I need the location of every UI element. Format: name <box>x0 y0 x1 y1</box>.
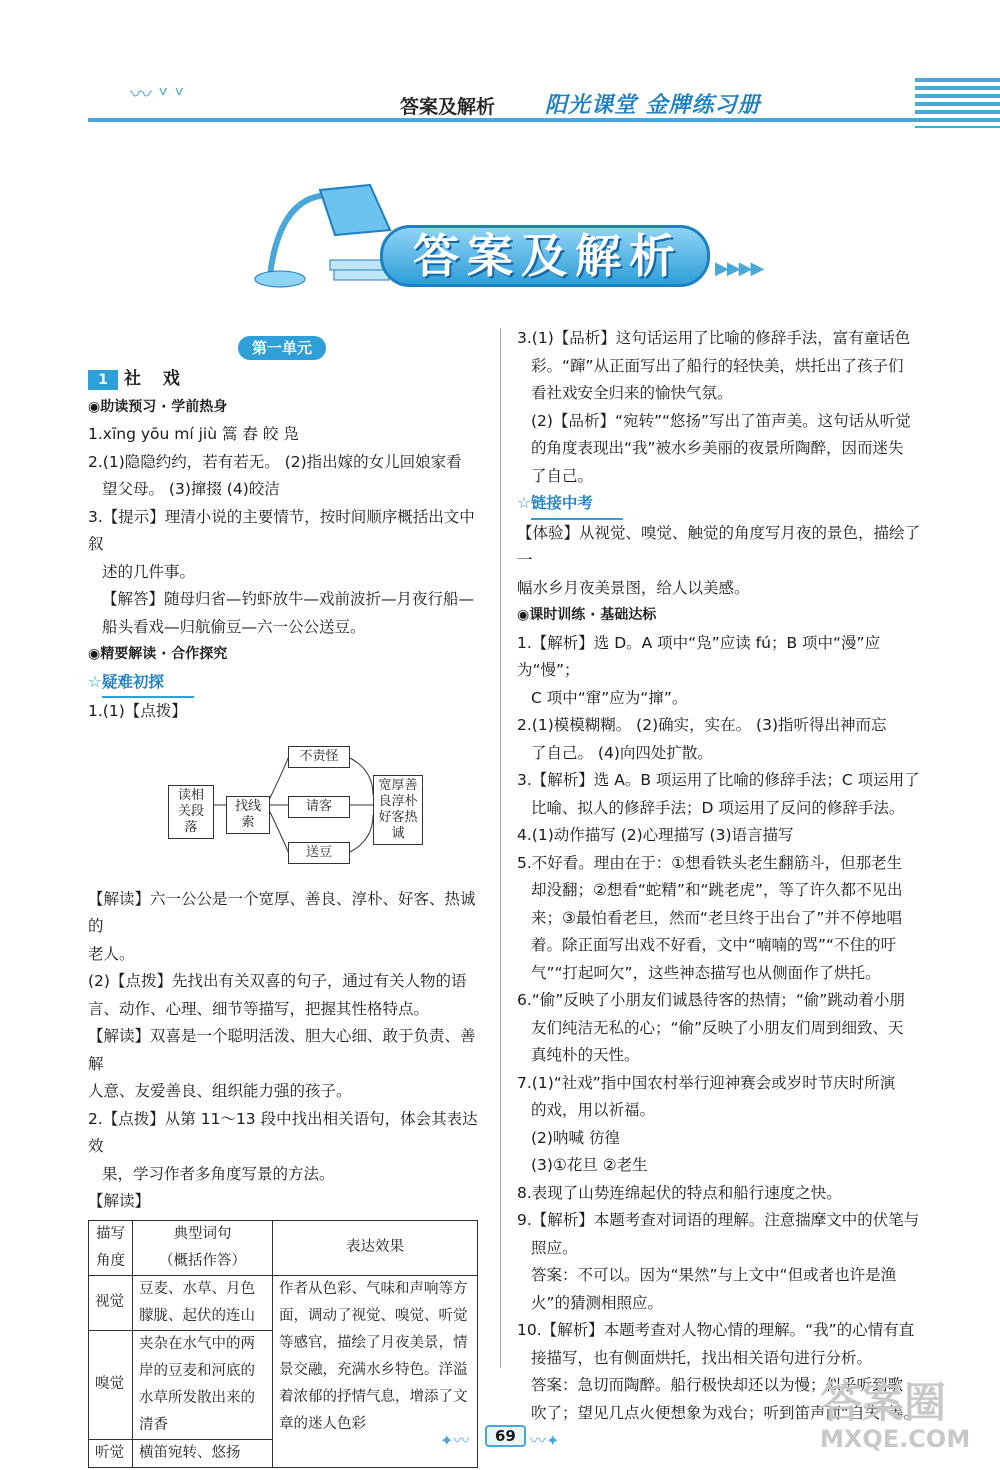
answer-line: 【体验】从视觉、嗅觉、触觉的角度写月夜的景色，描绘了一 <box>517 523 921 569</box>
footer-decoration: 〰✦ <box>530 1431 560 1450</box>
answer-line: 1.xīng yōu mí jiù 篙 舂 皎 凫 <box>88 425 299 443</box>
banner-title: 答案及解析 <box>413 229 683 283</box>
answer-line: (2)【点拨】先找出有关双喜的句子，通过有关人物的语 <box>88 972 467 990</box>
answer-line: 6.“偷”反映了小朋友们诚恳待客的热情；“偷”跳动着小朋 <box>517 991 905 1009</box>
table-header: 描写角度 <box>89 1220 133 1275</box>
answer-line: 1.(1)【点拨】 <box>88 702 187 720</box>
answer-line: 2.【点拨】从第 11～13 段中找出相关语句，体会其表达效 <box>88 1109 478 1155</box>
lesson-title: 社 戏 <box>124 369 188 389</box>
answer-line: 答案：急切而陶醉。船行极快却还以为慢；似乎听到歌 <box>531 1376 904 1394</box>
answer-line: (2)呐喊 彷徨 <box>531 1128 620 1147</box>
answer-line: 真纯朴的天性。 <box>531 1046 640 1064</box>
analysis-table <box>88 1220 478 1468</box>
watermark-url: MXQE.COM <box>820 1425 971 1453</box>
answer-line: 【解答】随母归省—钓虾放牛—戏前波折—月夜行船— <box>102 590 475 608</box>
desk-lamp-icon <box>250 175 400 290</box>
diagram-node: 宽厚善良淳朴好客热诚 <box>373 775 423 845</box>
answer-line: 幅水乡月夜美景图，给人以美感。 <box>517 578 750 597</box>
answer-line: 比喻、拟人的修辞手法；D 项运用了反问的修辞手法。 <box>531 798 905 817</box>
answer-line: 答案：不可以。因为“果然”与上文中“但或者也许是渔 <box>531 1266 897 1284</box>
diagram-node: 不责怪 <box>288 746 350 768</box>
section-heading: ◉精要解读 · 合作探究 <box>88 646 228 662</box>
flow-diagram <box>88 730 488 880</box>
header-title: 答案及解析 <box>400 96 496 118</box>
page-number: 69 <box>485 1425 526 1447</box>
left-column <box>88 335 488 1468</box>
answer-line: 的角度表现出“我”被水乡美丽的夜景所陶醉，因而迷失 <box>531 439 904 457</box>
answer-line: 却没翻；②想看“蛇精”和“跳老虎”，等了许久都不见出 <box>531 881 903 899</box>
header-bird-decoration: 〰 ᵛ ᵛ <box>130 83 185 108</box>
answer-line: 3.【提示】理清小说的主要情节，按时间顺序概括出文中叙 <box>88 507 475 553</box>
section-heading: ◉课时训练 · 基础达标 <box>517 607 657 623</box>
answer-line: 着。除正面写出戏不好看，文中“喃喃的骂”“不住的吁 <box>531 936 897 954</box>
column-divider <box>500 328 501 1368</box>
table-cell: 嗅觉 <box>89 1330 133 1439</box>
answer-line: 彩。“蹿”从正面写出了船行的轻快美，烘托出了孩子们 <box>531 356 904 375</box>
header-rule <box>88 118 918 122</box>
table-cell: 夹杂在水气中的两岸的豆麦和河底的水草所发散出来的清香 <box>133 1330 273 1439</box>
answer-line: 8.表现了山势连绵起伏的特点和船行速度之快。 <box>517 1183 842 1202</box>
diagram-node: 送豆 <box>288 842 350 864</box>
answer-line: 果，学习作者多角度写景的方法。 <box>102 1164 335 1183</box>
table-header: 典型词句 （概括作答） <box>133 1220 273 1275</box>
unit-badge: 第一单元 <box>238 336 326 360</box>
answer-line: (3)①花旦 ②老生 <box>531 1156 648 1174</box>
table-cell: 横笛宛转、悠扬 <box>133 1439 273 1467</box>
answer-line: 5.不好看。理由在于：①想看铁头老生翻筋斗，但那老生 <box>517 853 903 872</box>
answer-line: 照应。 <box>531 1238 578 1257</box>
answer-line: 述的几件事。 <box>102 562 196 581</box>
answer-line: 7.(1)“社戏”指中国农村举行迎神赛会或岁时节庆时所演 <box>517 1073 896 1092</box>
subsection-heading: 疑难初探 <box>102 669 194 699</box>
answer-line: C 项中“窜”应为“撺”。 <box>531 688 688 707</box>
answer-line: 的戏，用以祈福。 <box>531 1101 656 1119</box>
answer-line: 气”“打起呵欠”，这些神态描写也从侧面作了烘托。 <box>531 963 881 982</box>
answer-line: 1.【解析】选 D。A 项中“凫”应读 fú；B 项中“漫”应为“慢”； <box>517 633 881 679</box>
table-cell: 听觉 <box>89 1439 133 1467</box>
lesson-number: 1 <box>88 370 118 390</box>
answer-line: 接描写，也有侧面烘托，找出相关语句进行分析。 <box>531 1348 873 1367</box>
table-cell: 视觉 <box>89 1275 133 1330</box>
header-brand: 阳光课堂 金牌练习册 <box>545 93 761 118</box>
answer-line: 了自己。 <box>531 466 594 485</box>
answer-line: 友们纯洁无私的心；“偷”反映了小朋友们周到细致、天 <box>531 1018 904 1037</box>
answer-line: 2.(1)隐隐约约，若有若无。 (2)指出嫁的女儿回娘家看 <box>88 452 462 471</box>
banner-arrows: ▶▶▶▶ <box>715 258 763 279</box>
answer-line: 老人。 <box>88 944 135 963</box>
answer-line: 【解读】双喜是一个聪明活泼、胆大心细、敢于负责、善解 <box>88 1027 476 1073</box>
section-heading: ◉助读预习 · 学前热身 <box>88 398 228 415</box>
diagram-node: 请客 <box>288 796 350 818</box>
answer-line: 来；③最怕看老旦，然而“老旦终于出台了”并不停地唱 <box>531 908 902 927</box>
answer-line: (2)【品析】“宛转”“悠扬”写出了笛声美。这句话从听觉 <box>531 411 911 430</box>
table-cell: 作者从色彩、气味和声响等方面，调动了视觉、嗅觉、听觉等感官，描绘了月夜美景，情景交融，充满水乡特色。洋溢着浓郁的抒情气息，增添了文章的迷人色彩 <box>273 1275 478 1467</box>
table-header: 表达效果 <box>273 1220 478 1275</box>
answer-line: 【解读】六一公公是一个宽厚、善良、淳朴、好客、热诚的 <box>88 889 476 935</box>
footer-decoration: ✦〰 <box>440 1431 470 1450</box>
right-column <box>517 325 925 1427</box>
star-icon: ☆ <box>88 672 102 691</box>
answer-line: 10.【解析】本题考查对人物心情的理解。“我”的心情有直 <box>517 1321 915 1339</box>
subsection-heading: 链接中考 <box>531 490 623 520</box>
answer-line: 望父母。 (3)撺掇 (4)皎洁 <box>102 480 280 498</box>
answer-line: 火”的猜测相照应。 <box>531 1293 664 1312</box>
diagram-node: 读相关段落 <box>168 785 214 839</box>
star-icon: ☆ <box>517 494 531 512</box>
watermark-logo: 答案圈 <box>820 1378 947 1427</box>
table-cell: 豆麦、水草、月色朦胧、起伏的连山 <box>133 1275 273 1330</box>
header-stripes <box>915 78 1000 128</box>
answer-line: 看社戏安全归来的愉快气氛。 <box>531 384 733 402</box>
diagram-node: 找线索 <box>226 796 270 834</box>
answer-line: 3.(1)【品析】这句话运用了比喻的修辞手法，富有童话色 <box>517 329 911 347</box>
answer-line: 3.【解析】选 A。B 项运用了比喻的修辞手法；C 项运用了 <box>517 771 920 789</box>
answer-line: 言、动作、心理、细节等描写，把握其性格特点。 <box>88 999 430 1018</box>
answer-line: 人意、友爱善良、组织能力强的孩子。 <box>88 1082 352 1100</box>
answer-line: 4.(1)动作描写 (2)心理描写 (3)语言描写 <box>517 826 794 844</box>
answer-line: 了自己。 (4)向四处扩散。 <box>531 743 713 762</box>
answer-line: 【解读】 <box>88 1192 151 1210</box>
answer-line: 9.【解析】本题考查对词语的理解。注意揣摩文中的伏笔与 <box>517 1211 920 1229</box>
answer-line: 吹了；望见几点火便想象为戏台；听到笛声而“自失”等。 <box>531 1403 920 1422</box>
answer-line: 2.(1)模模糊糊。 (2)确实，实在。 (3)指听得出神而忘 <box>517 716 887 734</box>
answer-line: 船头看戏—归航偷豆—六一公公送豆。 <box>102 617 366 636</box>
